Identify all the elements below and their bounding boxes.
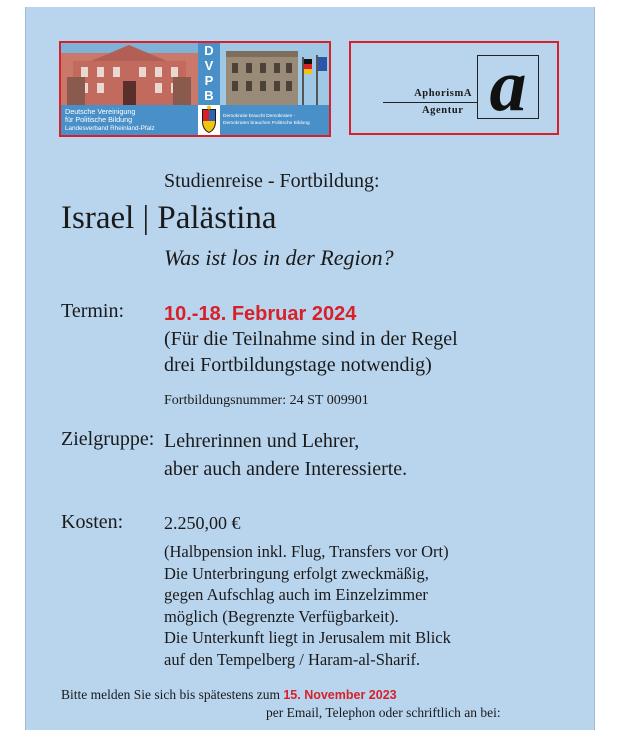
org-line: Landesverband Rheinland-Pfalz	[65, 125, 155, 132]
aphorisma-mark	[477, 45, 539, 127]
registration-contact: per Email, Telephon oder schriftlich an bei:	[266, 705, 501, 720]
letter: D	[204, 43, 214, 58]
dvpb-letters	[198, 43, 220, 105]
dvpb-org-name	[61, 105, 198, 135]
zielgruppe-label: Zielgruppe:	[61, 428, 155, 450]
registration-deadline: 15. November 2023	[283, 688, 397, 702]
kosten-detail: auf den Tempelberg / Haram-al-Sharif.	[164, 650, 421, 669]
subtitle: Studienreise - Fortbildung:	[164, 170, 380, 192]
kosten-detail: gegen Aufschlag auch im Einzelzimmer	[164, 585, 428, 604]
termin-note-line: drei Fortbildungstage notwendig)	[164, 354, 432, 376]
letter-a-icon: a	[489, 45, 527, 127]
letter: P	[204, 73, 214, 88]
slogan-bar	[220, 105, 329, 135]
kosten-detail: (Halbpension inkl. Flug, Transfers vor Ort)	[164, 542, 449, 561]
palace-photo	[61, 43, 198, 105]
zielgruppe-line: aber auch andere Interessierte.	[164, 458, 408, 480]
slogan-line: Demokraten brauchen Politische Bildung	[223, 121, 310, 126]
registration-text	[61, 687, 397, 703]
agentur-label: Agentur	[422, 105, 464, 116]
org-line: für Politische Bildung	[65, 115, 133, 124]
page-title: Israel | Palästina	[61, 200, 277, 236]
slogan-line: Demokratie braucht Demokraten -	[223, 114, 296, 119]
tagline: Was ist los in der Region?	[164, 245, 394, 270]
logo-divider	[383, 102, 478, 103]
kosten-detail: Die Unterbringung erfolgt zweckmäßig,	[164, 564, 429, 583]
letter: B	[204, 88, 214, 103]
coat-of-arms-icon	[198, 105, 220, 135]
letter: V	[204, 58, 214, 73]
zielgruppe-line: Lehrerinnen und Lehrer,	[164, 430, 360, 452]
flyer	[25, 7, 595, 730]
kosten-label: Kosten:	[61, 511, 124, 533]
termin-note-line: (Für die Teilnahme sind in der Regel	[164, 328, 458, 350]
kosten-detail: Die Unterkunft liegt in Jerusalem mit Blick	[164, 628, 451, 647]
cathedral-photo	[220, 43, 329, 105]
registration-lead: Bitte melden Sie sich bis spätestens zum	[61, 687, 280, 702]
aphorisma-logo	[349, 41, 559, 135]
kosten-detail: möglich (Begrenzte Verfügbarkeit).	[164, 607, 399, 626]
fortbildungsnummer: Fortbildungsnummer: 24 ST 009901	[164, 393, 369, 408]
termin-date: 10.-18. Februar 2024	[164, 303, 357, 325]
kosten-price: 2.250,00 €	[164, 513, 241, 533]
org-line: Deutsche Vereinigung	[65, 107, 136, 116]
termin-label: Termin:	[61, 300, 125, 322]
dvpb-logo	[59, 41, 331, 137]
aphorisma-name: AphorismA	[414, 88, 472, 99]
